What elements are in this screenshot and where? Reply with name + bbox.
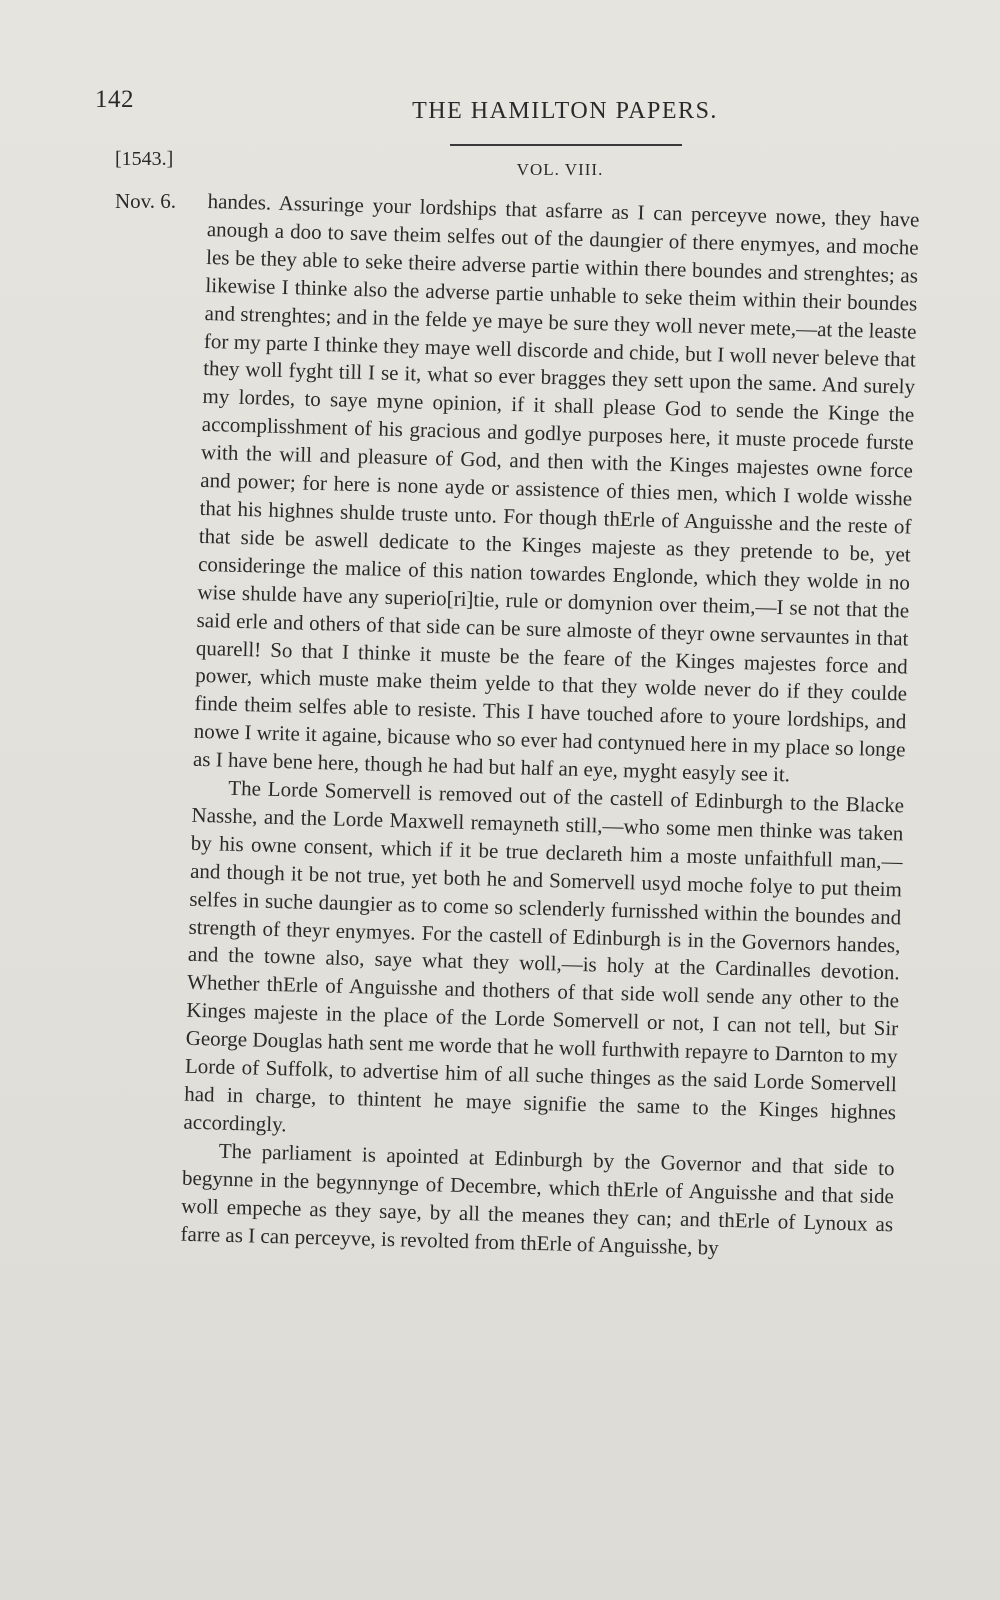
volume-label: VOL. VIII. — [516, 160, 604, 179]
date-margin-note: Nov. 6. — [115, 189, 177, 213]
paragraph-somervell: The Lorde Somervell is removed out of the castell of Edinburgh to the Blacke Nasshe, and the Lorde Maxwell remayneth still,—who some men thinke was taken by his owne consent, which if it be true declareth him a moste unfaithfull man,—and though it be not true, yet both he and Somervell usyd moche folye to put theim selfes in suche daungier as to come so sclenderly furnisshed within the boundes and strength of theyr enymyes. For the castell of Edinburgh is in the Governors handes, and the towne also, saye what they woll,—is holy at the Cardinalles devotion. Whether thErle of Anguisshe and thothers of that side woll sende any other to the Kinges majeste in the place of the Lorde Somervell or not, I can not tell, but Sir George Douglas hath sent me worde that he woll furthwith repayre to Darnton to my Lorde of Suffolk, to advertise him of all suche thinges as the said Lorde Somervell had in charge, to thintent he maye signifie the same to the Kinges highnes accordingly. — [183, 775, 905, 1137]
page-number: 142 — [95, 86, 134, 113]
paragraph-parliament: The parliament is apointed at Edinburgh by the Governor and that side to begynne in the begynnynge of Decembre, which thErle of Anguisshe and that side woll empeche as they saye, by all the meanes they can; and thErle of Lynoux as farre as I can perceyve, is revolted from thErle of Anguisshe, by — [180, 1138, 895, 1260]
paragraph-continuation: handes. Assuringe your lordships that asfarre as I can perceyve nowe, they have anough a doo to save theim selfes out of the daungier of there enymyes, and moche les be they able to seke theire adverse partie within there boundes and strenghtes; as likewise I thinke also the adverse partie unhable to seke theim within their boundes and strenghtes; and in the felde ye maye be sure they woll never mete,—at the leaste for my parte I thinke they maye well discorde and chide, but I woll never beleve that they woll fyght till I se it, what so ever bragges they sett upon the same. And surely my lordes, to saye myne opinion, if it shall please God to sende the Kinge the accomplisshment of his gracious and godlye purposes here, it muste procede furste with the will and pleasure of God, and then with the Kinges majestes owne force and power; for here is none ayde or assistence of thies men, which I wolde wisshe that his highnes shulde truste unto. For though thErle of Anguisshe and the reste of that side be aswell dedicate to the Kinges majeste as they pretende to be, yet consideringe the malice of this nation towardes Englonde, which they wolde in no wise shulde have any superio[ri]tie, rule or domynion over theim,—I se not that the said erle and others of that side can be sure almoste of theyr owne servauntes in that quarell! So that I thinke it muste be the feare of the Kinges majestes force and power, which muste make theim yelde to that they wolde never do if they coulde finde theim selfes able to resiste. This I have touched afore to youre lordships, and nowe I write it againe, bicause who so ever had contynued here in my place so longe as I have bene here, though he had but half an eye, myght easyly see it. — [192, 188, 920, 787]
header-rule — [450, 144, 682, 146]
year-margin-note: [1543.] — [115, 148, 174, 170]
running-title: THE HAMILTON PAPERS. — [412, 98, 718, 124]
body-text — [180, 188, 920, 1267]
